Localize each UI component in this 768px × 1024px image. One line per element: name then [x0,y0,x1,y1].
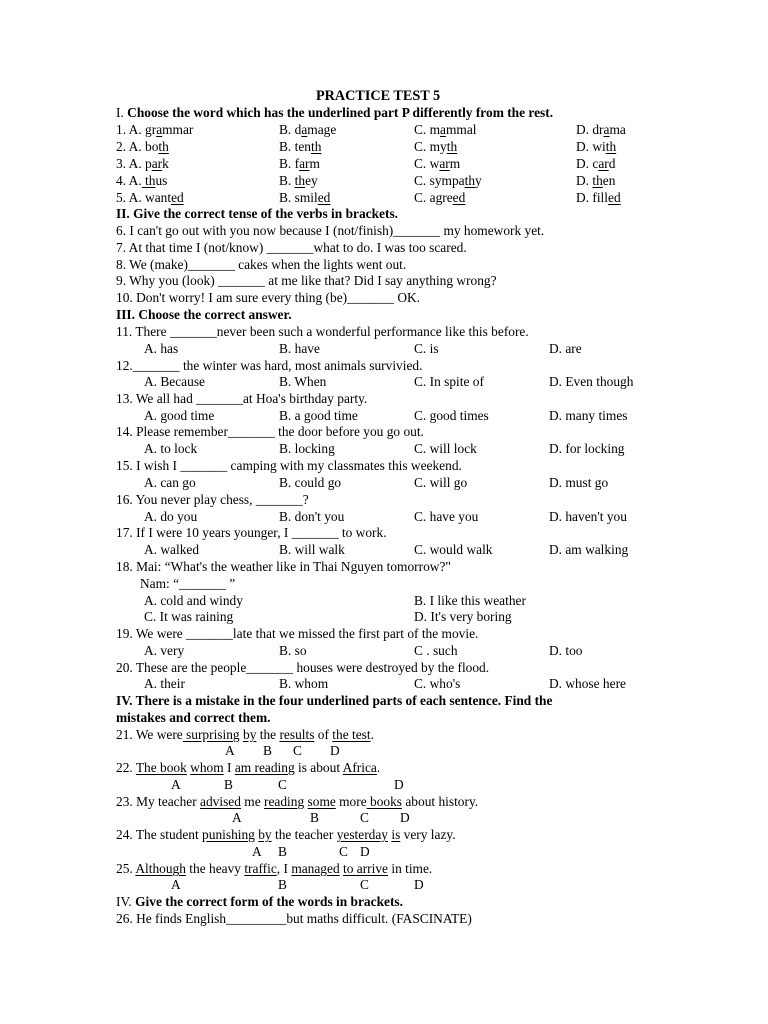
q12-option-c: C. In spite of [414,374,484,389]
underlined-part-a: The book [135,760,187,775]
underlined-part-c: results [279,727,315,742]
q2-option-c: C. myth [414,139,458,154]
underlined-part-c: some [307,794,336,809]
q17-option-c: C. would walk [414,542,493,557]
section-1-heading [116,105,553,121]
q22-letter-c: C [278,777,287,792]
question-16: 16. You never play chess, _______? [116,492,309,507]
q22-letter-b: B [224,777,233,792]
q16-option-b: B. don't you [279,509,345,524]
q20-option-d: D. whose here [549,676,626,691]
q11-option-d: D. are [549,341,582,356]
underlined-part-d: Africa [342,760,377,775]
question-24: 24. The student punishing by the teacher yesterday is very lazy. [116,827,456,842]
q23-letter-d: D [400,810,410,825]
q19-option-c: C . such [414,643,458,658]
underlined-part-c: am reading [234,760,295,775]
q25-letter-b: B [278,877,287,892]
q23-letter-a: A [232,810,242,825]
question-6: 6. I can't go out with you now because I (not/finish)_______ my homework yet. [116,223,545,238]
q15-option-a: A. can go [144,475,196,490]
underlined-part: ed [171,190,184,205]
question-20: 20. These are the people_______ houses were destroyed by the flood. [116,660,490,675]
q22-letter-d: D [394,777,404,792]
q5-option-a: 5. A. wanted [116,190,184,205]
section-4-heading-line2: mistakes and correct them. [116,710,271,725]
underlined-part-d: to arrive [343,861,388,876]
q4-option-c: C. sympathy [414,173,482,188]
question-13: 13. We all had _______at Hoa's birthday party. [116,391,368,406]
q12-option-b: B. When [279,374,327,389]
q2-option-d: D. with [576,139,617,154]
q20-option-b: B. whom [279,676,329,691]
question-7: 7. At that time I (not/know) _______what to do. I was too scared. [116,240,467,255]
q25-letter-a: A [171,877,181,892]
underlined-part-b: whom [190,760,224,775]
q1-option-b: B. damage [279,122,337,137]
q3-option-d: D. card [576,156,616,171]
section-instruction: Give the correct form of the words in brackets. [135,894,403,909]
q21-letter-a: A [225,743,235,758]
question-18: 18. Mai: “What's the weather like in Thai Nguyen tomorrow?" [116,559,451,574]
q11-option-a: A. has [144,341,179,356]
q5-option-d: D. filled [576,190,621,205]
underlined-part: ar [598,156,609,171]
q16-option-a: A. do you [144,509,198,524]
q4-option-a: 4. A. thus [116,173,168,188]
q13-option-d: D. many times [549,408,628,423]
question-14: 14. Please remember_______ the door before you go out. [116,424,424,439]
q19-option-b: B. so [279,643,307,658]
q16-option-c: C. have you [414,509,479,524]
underlined-part-b: traffic [244,861,277,876]
underlined-part-c: yesterday [336,827,388,842]
q25-letter-d: D [414,877,424,892]
q4-option-d: D. then [576,173,616,188]
q3-option-b: B. farm [279,156,320,171]
q19-option-d: D. too [549,643,583,658]
q1-option-a: 1. A. grammar [116,122,194,137]
underlined-part: th [592,173,603,188]
underlined-part: ed [452,190,466,205]
question-25: 25. Although the heavy traffic, I managed to arrive in time. [116,861,433,876]
question-26: 26. He finds English_________but maths difficult. (FASCINATE) [116,911,472,926]
q23-letter-b: B [310,810,319,825]
q18-option-d: D. It's very boring [414,609,512,624]
underlined-part: th [446,139,458,154]
section-number: IV. [116,894,132,909]
underlined-part-a: surprising [182,727,240,742]
q2-option-b: B. tenth [279,139,322,154]
section-2-heading: II. Give the correct tense of the verbs in brackets. [116,206,399,221]
q1-option-d: D. drama [576,122,626,137]
q14-option-c: C. will lock [414,441,477,456]
question-9: 9. Why you (look) _______ at me like that? Did I say anything wrong? [116,273,497,288]
underlined-part-a: punishing [202,827,255,842]
q21-letter-c: C [293,743,302,758]
underlined-part: a [301,122,308,137]
question-15: 15. I wish I _______ camping with my classmates this weekend. [116,458,462,473]
q25-letter-c: C [360,877,369,892]
underlined-part-b: reading [264,794,305,809]
q3-option-a: 3. A. park [116,156,169,171]
underlined-part: a [440,122,446,137]
q14-option-b: B. locking [279,441,335,456]
q13-option-b: B. a good time [279,408,358,423]
q21-letter-b: B [263,743,272,758]
underlined-part: ar [299,156,310,171]
q12-option-a: A. Because [144,374,205,389]
q18-option-c: C. It was raining [144,609,234,624]
underlined-part-a: advised [200,794,241,809]
page-title: PRACTICE TEST 5 [316,88,441,104]
q12-option-d: D. Even though [549,374,634,389]
question-21: 21. We were surprising by the results of the test. [116,727,374,742]
q16-option-d: D. haven't you [549,509,627,524]
q24-letter-b: B [278,844,287,859]
q15-option-c: C. will go [414,475,468,490]
q17-option-d: D. am walking [549,542,629,557]
underlined-part: th [464,173,476,188]
underlined-part: th [294,173,306,188]
q18-option-b: B. I like this weather [414,593,526,608]
question-12: 12._______ the winter was hard, most animals survivied. [116,358,423,373]
underlined-part: a [603,122,610,137]
question-22: 22. The book whom I am reading is about Africa. [116,760,381,775]
question-18-reply: Nam: “_______ ” [140,576,236,591]
q21-letter-d: D [330,743,340,758]
section-number: I. [116,105,124,120]
q11-option-c: C. is [414,341,439,356]
underlined-part: th [605,139,617,154]
question-17: 17. If I were 10 years younger, I _______ to work. [116,525,387,540]
q4-option-b: B. they [279,173,318,188]
q20-option-a: A. their [144,676,185,691]
underlined-part-a: Although [135,861,186,876]
underlined-part-b: by [258,827,272,842]
section-3-heading: III. Choose the correct answer. [116,307,292,322]
underlined-part-d: the test [332,727,371,742]
underlined-part-b: by [243,727,257,742]
underlined-part: ar [439,156,450,171]
underlined-part: a [156,122,163,137]
q24-letter-c: C [339,844,348,859]
q20-option-c: C. who's [414,676,461,691]
q24-letter-a: A [252,844,262,859]
q15-option-b: B. could go [279,475,342,490]
underlined-part: ed [608,190,621,205]
underlined-part-d: books [366,794,403,809]
q14-option-d: D. for locking [549,441,625,456]
q1-option-c: C. mammal [414,122,477,137]
q15-option-d: D. must go [549,475,609,490]
section-instruction: Choose the word which has the underlined part P differently from the rest. [127,105,554,120]
q22-letter-a: A [171,777,181,792]
question-11: 11. There _______never been such a wonderful performance like this before. [116,324,529,339]
question-19: 19. We were _______late that we missed the first part of the movie. [116,626,479,641]
q13-option-a: A. good time [144,408,215,423]
underlined-part: ed [317,190,331,205]
q17-option-b: B. will walk [279,542,345,557]
q11-option-b: B. have [279,341,320,356]
underlined-part-d: is [391,827,401,842]
q2-option-a: 2. A. both [116,139,169,154]
q17-option-a: A. walked [144,542,200,557]
question-23: 23. My teacher advised me reading some more books about history. [116,794,479,809]
q5-option-b: B. smiled [279,190,331,205]
q3-option-c: C. warm [414,156,461,171]
q23-letter-c: C [360,810,369,825]
section-5-heading [116,894,403,910]
q24-letter-d: D [360,844,370,859]
underlined-part: th [311,139,322,154]
underlined-part-c: managed [291,861,340,876]
q13-option-c: C. good times [414,408,489,423]
underlined-part: th [141,173,156,188]
question-8: 8. We (make)_______ cakes when the lights went out. [116,257,407,272]
underlined-part: ar [151,156,163,171]
section-4-heading-line1: IV. There is a mistake in the four underlined parts of each sentence. Find the [116,693,553,708]
q18-option-a: A. cold and windy [144,593,243,608]
q19-option-a: A. very [144,643,185,658]
q14-option-a: A. to lock [144,441,198,456]
question-10: 10. Don't worry! I am sure every thing (be)_______ OK. [116,290,421,305]
q5-option-c: C. agreed [414,190,466,205]
underlined-part: th [158,139,169,154]
